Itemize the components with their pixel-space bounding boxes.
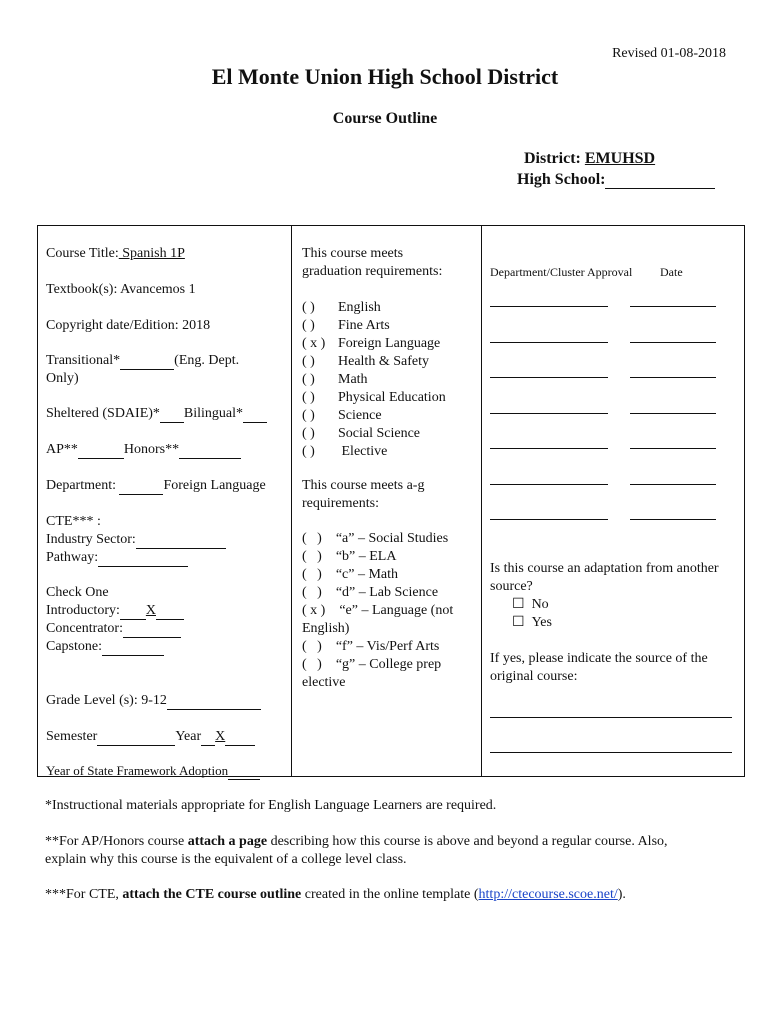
- ap-label: AP**: [46, 442, 78, 457]
- introductory-blank-b[interactable]: [156, 604, 184, 620]
- ag-requirement-line: ( ) “g” – College prep: [302, 657, 442, 672]
- check-one-label: Check One: [46, 585, 109, 600]
- sheltered-blank[interactable]: [160, 407, 184, 423]
- approval-label: Department/Cluster Approval: [490, 265, 633, 279]
- grad-requirement-item[interactable]: [302, 353, 429, 371]
- approval-signature-line[interactable]: [490, 484, 608, 485]
- ag-requirement-line: ( ) “d” – Lab Science: [302, 585, 439, 600]
- pathway-label: Pathway:: [46, 550, 99, 565]
- semester-year-field: [46, 728, 255, 746]
- grad-requirement-mark[interactable]: ( ): [302, 372, 315, 387]
- grade-level-field: [46, 692, 261, 710]
- footnote-ap-b: attach a page: [187, 834, 268, 849]
- grade-level-label: Grade Level (s): 9-12: [46, 693, 167, 708]
- district-value: EMUHSD: [584, 150, 656, 167]
- grad-requirement-item[interactable]: [302, 317, 390, 335]
- textbook-field: Textbook(s): Avancemos 1: [46, 282, 196, 297]
- ag-heading: This course meets a-g: [302, 478, 425, 493]
- semester-label: Semester: [46, 729, 98, 744]
- transitional-note: (Eng. Dept.: [174, 353, 240, 368]
- approval-date-line[interactable]: [630, 413, 716, 414]
- footnote-cte-d: ).: [617, 887, 626, 902]
- grade-level-blank[interactable]: [167, 694, 261, 710]
- ag-heading-2: requirements:: [302, 496, 379, 511]
- grad-heading: This course meets: [302, 246, 404, 261]
- cte-template-link[interactable]: http://ctecourse.scoe.net/: [478, 887, 618, 902]
- grad-requirement-mark[interactable]: ( x ): [302, 336, 326, 351]
- footnote-cte: [45, 886, 626, 904]
- grad-requirement-label: Health & Safety: [338, 354, 429, 369]
- grad-requirement-item[interactable]: [302, 407, 382, 425]
- introductory-mark[interactable]: X: [145, 603, 156, 618]
- approval-signature-line[interactable]: [490, 342, 608, 343]
- footnote-cte-b: attach the CTE course outline: [122, 887, 302, 902]
- approval-date-line[interactable]: [630, 342, 716, 343]
- sheltered-label: Sheltered (SDAIE)*: [46, 406, 160, 421]
- introductory-blank-a[interactable]: [120, 604, 146, 620]
- adaptation-question: Is this course an adaptation from another: [490, 561, 719, 576]
- adaptation-question-2: source?: [490, 579, 533, 594]
- grad-heading-2: graduation requirements:: [302, 264, 443, 279]
- ap-honors-field: [46, 441, 241, 459]
- grad-requirement-item[interactable]: [302, 371, 368, 389]
- framework-field: [46, 762, 260, 780]
- sheltered-field: [46, 405, 267, 423]
- high-school-line: [517, 171, 715, 189]
- option-no-label: No: [531, 597, 549, 612]
- requirements-column: [292, 226, 482, 776]
- grad-requirement-label: Physical Education: [338, 390, 446, 405]
- honors-label: Honors**: [123, 442, 180, 457]
- page-subtitle: Course Outline: [332, 110, 438, 127]
- option-yes[interactable]: [512, 614, 552, 632]
- concentrator-field: [46, 620, 181, 638]
- year-label: Year: [175, 729, 202, 744]
- department-field: [46, 477, 266, 495]
- bilingual-label: Bilingual*: [183, 406, 244, 421]
- year-blank-a[interactable]: [201, 730, 215, 746]
- source-question: If yes, please indicate the source of the: [490, 651, 708, 666]
- high-school-blank[interactable]: [605, 173, 715, 189]
- ap-blank[interactable]: [78, 443, 124, 459]
- pathway-blank[interactable]: [98, 551, 188, 567]
- transitional-note-2: Only): [46, 371, 79, 386]
- approval-signature-line[interactable]: [490, 448, 608, 449]
- grad-requirement-mark[interactable]: ( ): [302, 354, 315, 369]
- transitional-field: [46, 352, 239, 370]
- grad-requirement-label: Foreign Language: [338, 336, 441, 351]
- grad-requirement-label: Elective: [338, 444, 388, 459]
- industry-sector-blank[interactable]: [136, 533, 226, 549]
- checkbox-no[interactable]: ☐: [512, 597, 525, 612]
- grad-requirement-mark[interactable]: ( ): [302, 408, 315, 423]
- option-no[interactable]: [512, 596, 549, 614]
- grad-requirement-item[interactable]: [302, 389, 446, 407]
- ag-requirement-line: English): [302, 621, 350, 636]
- course-title-field: [46, 245, 185, 263]
- source-line-2[interactable]: [490, 752, 732, 753]
- date-label: Date: [660, 265, 683, 279]
- honors-blank[interactable]: [179, 443, 241, 459]
- option-yes-label: Yes: [531, 615, 552, 630]
- framework-blank[interactable]: [228, 766, 260, 780]
- framework-label: Year of State Framework Adoption: [46, 763, 229, 778]
- ag-requirement-line: ( ) “b” – ELA: [302, 549, 397, 564]
- grad-requirement-label: Science: [338, 408, 382, 423]
- ag-requirement-line: ( ) “c” – Math: [302, 567, 399, 582]
- ag-requirement-line: ( ) “a” – Social Studies: [302, 531, 449, 546]
- footnote-ell: *Instructional materials appropriate for English Language Learners are required.: [45, 798, 497, 813]
- industry-sector-label: Industry Sector:: [46, 532, 136, 547]
- grad-requirement-item[interactable]: [302, 335, 440, 353]
- approval-signature-line[interactable]: [490, 306, 608, 307]
- course-title-value[interactable]: Spanish 1P: [118, 246, 185, 261]
- ag-requirement-line: elective: [302, 675, 346, 690]
- approval-date-line[interactable]: [630, 448, 716, 449]
- grad-requirement-label: English: [338, 300, 381, 315]
- high-school-label: High School:: [517, 171, 606, 188]
- grad-requirement-mark[interactable]: ( ): [302, 390, 315, 405]
- capstone-blank[interactable]: [102, 640, 164, 656]
- introductory-label: Introductory:: [46, 603, 120, 618]
- course-info-column: [38, 226, 292, 776]
- course-outline-table: [37, 225, 745, 777]
- grad-requirement-item[interactable]: [302, 425, 420, 443]
- copyright-field: Copyright date/Edition: 2018: [46, 318, 211, 333]
- department-label: Department:: [46, 478, 120, 493]
- year-blank-b[interactable]: [225, 730, 255, 746]
- introductory-field: [46, 602, 184, 620]
- district-label: District:: [524, 150, 581, 167]
- grad-requirement-mark[interactable]: ( ): [302, 300, 315, 315]
- source-line-1[interactable]: [490, 717, 732, 718]
- page-title: El Monte Union High School District: [211, 64, 559, 89]
- footnote-cte-a: ***For CTE,: [45, 887, 123, 902]
- grad-requirement-mark[interactable]: ( ): [302, 426, 315, 441]
- bilingual-blank[interactable]: [243, 407, 267, 423]
- approval-date-line[interactable]: [630, 519, 716, 520]
- district-line: [524, 150, 655, 168]
- concentrator-label: Concentrator:: [46, 621, 123, 636]
- grad-requirement-item[interactable]: [302, 299, 381, 317]
- footnote-ap-honors: [45, 833, 668, 869]
- footnote-ap-d: explain why this course is the equivalent of a college level class.: [45, 852, 407, 867]
- approval-date-line[interactable]: [630, 484, 716, 485]
- approval-signature-line[interactable]: [490, 377, 608, 378]
- footnote-ap-c: describing how this course is above and beyond a regular course. Also,: [267, 834, 668, 849]
- ag-requirement-line: ( x ) “e” – Language (not: [302, 603, 454, 618]
- year-mark[interactable]: X: [215, 729, 226, 744]
- cte-label: CTE*** :: [46, 514, 101, 529]
- capstone-label: Capstone:: [46, 639, 102, 654]
- grad-requirement-label: Math: [338, 372, 368, 387]
- transitional-label: Transitional*: [46, 353, 121, 368]
- approval-date-line[interactable]: [630, 306, 716, 307]
- semester-blank[interactable]: [97, 730, 175, 746]
- pathway-field: [46, 549, 188, 567]
- revised-date: Revised 01-08-2018: [612, 46, 726, 61]
- capstone-field: [46, 638, 164, 656]
- transitional-blank[interactable]: [120, 354, 174, 370]
- footnote-cte-c: created in the online template (: [301, 887, 479, 902]
- footnote-ap-a: **For AP/Honors course: [45, 834, 188, 849]
- ag-requirement-line: ( ) “f” – Vis/Perf Arts: [302, 639, 440, 654]
- department-value: Foreign Language: [163, 478, 266, 493]
- grad-requirement-label: Fine Arts: [338, 318, 390, 333]
- approval-signature-line[interactable]: [490, 519, 608, 520]
- approval-column: [482, 226, 744, 776]
- source-question-2: original course:: [490, 669, 578, 684]
- industry-sector-field: [46, 531, 226, 549]
- grad-requirement-item[interactable]: [302, 443, 387, 461]
- grad-requirement-mark[interactable]: ( ): [302, 318, 315, 333]
- checkbox-yes[interactable]: ☐: [512, 615, 525, 630]
- concentrator-blank[interactable]: [123, 622, 181, 638]
- grad-requirement-label: Social Science: [338, 426, 421, 441]
- approval-date-line[interactable]: [630, 377, 716, 378]
- approval-signature-line[interactable]: [490, 413, 608, 414]
- course-title-label: Course Title:: [46, 246, 119, 261]
- grad-requirement-mark[interactable]: ( ): [302, 444, 315, 459]
- department-blank[interactable]: [119, 479, 163, 495]
